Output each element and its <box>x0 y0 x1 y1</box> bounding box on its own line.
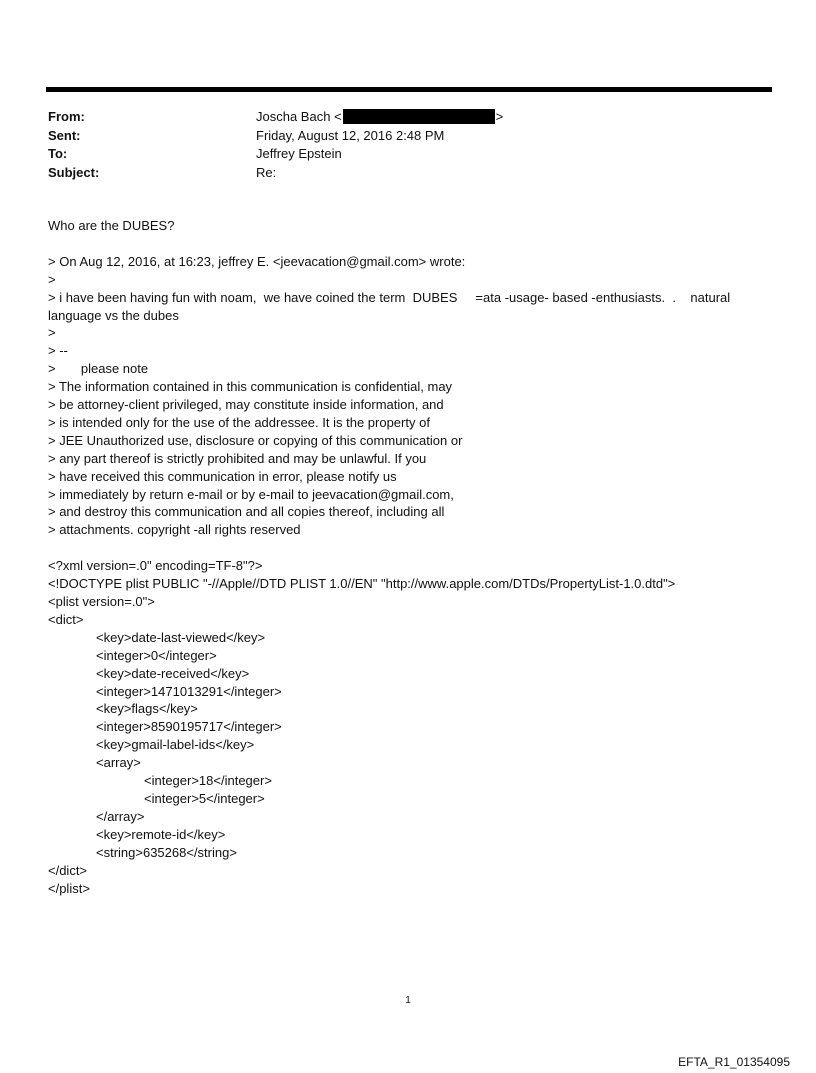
xml-line: <?xml version=.0" encoding=TF-8"?> <box>48 558 263 574</box>
quoted-line: > have received this communication in error, please notify us <box>48 468 397 484</box>
quoted-line: > is intended only for the use of the addressee. It is the property of <box>48 414 430 430</box>
xml-line: <integer>5</integer> <box>48 790 265 806</box>
from-open-bracket: < <box>334 109 342 124</box>
xml-line: <key>flags</key> <box>48 701 198 717</box>
quoted-line: > JEE Unauthorized use, disclosure or copying of this communication or <box>48 432 463 448</box>
from-name: Joscha Bach <box>256 109 331 124</box>
spacer <box>48 539 774 557</box>
spacer <box>48 235 774 253</box>
from-value <box>256 108 503 127</box>
quoted-line: > be attorney-client privileged, may constitute inside information, and <box>48 397 444 413</box>
xml-line: <key>gmail-label-ids</key> <box>48 737 255 753</box>
xml-line: <key>date-last-viewed</key> <box>48 629 266 645</box>
xml-line: </array> <box>48 808 145 824</box>
to-label: To: <box>48 146 68 161</box>
quoted-line: > immediately by return e-mail or by e-mail to jeevacation@gmail.com, <box>48 486 454 502</box>
quoted-line: > any part thereof is strictly prohibited and may be unlawful. If you <box>48 450 427 466</box>
xml-line: <integer>1471013291</integer> <box>48 683 282 699</box>
xml-line: <integer>8590195717</integer> <box>48 719 282 735</box>
from-close-bracket: > <box>495 109 504 124</box>
quoted-message <box>48 253 774 540</box>
to-value: Jeffrey Epstein <box>256 146 342 161</box>
quoted-line: > -- <box>48 343 68 359</box>
quoted-line: > and destroy this communication and all copies thereof, including all <box>48 504 445 520</box>
xml-line: <plist version=.0"> <box>48 594 155 609</box>
quoted-line: > attachments. copyright -all rights reserved <box>48 522 301 538</box>
body-question: Who are the DUBES? <box>48 218 175 233</box>
xml-line: <key>remote-id</key> <box>48 826 226 842</box>
xml-line: </plist> <box>48 880 90 896</box>
page-number: 1 <box>405 995 411 1006</box>
xml-line: </dict> <box>48 862 88 878</box>
redaction-block <box>343 109 495 124</box>
header-rule <box>46 87 772 92</box>
quoted-line: > i have been having fun with noam, we have coined the term DUBES =ata -usage- based -enthusiasts. . natural language vs the dubes <box>48 289 734 323</box>
from-label: From: <box>48 109 85 124</box>
xml-line: <string>635268</string> <box>48 844 237 860</box>
xml-line: <key>date-received</key> <box>48 665 250 681</box>
xml-line: <dict> <box>48 611 84 627</box>
quoted-line: > The information contained in this communication is confidential, may <box>48 379 453 395</box>
quoted-line: > <box>48 325 56 341</box>
sent-value: Friday, August 12, 2016 2:48 PM <box>256 127 445 143</box>
xml-line: <integer>18</integer> <box>48 773 272 789</box>
quoted-line: > please note <box>48 361 149 377</box>
sent-label: Sent: <box>48 127 81 143</box>
xml-line: <!DOCTYPE plist PUBLIC "-//Apple//DTD PLIST 1.0//EN" "http://www.apple.com/DTDs/PropertyList-1.0.dtd"> <box>48 576 676 592</box>
quoted-line: > On Aug 12, 2016, at 16:23, jeffrey E. <jeevacation@gmail.com> wrote: <box>48 253 466 269</box>
xml-block <box>48 557 774 897</box>
subject-label: Subject: <box>48 164 100 180</box>
xml-line: <integer>0</integer> <box>48 647 217 663</box>
document-id: EFTA_R1_01354095 <box>678 1055 790 1069</box>
email-body <box>48 217 774 897</box>
subject-value: Re: <box>256 164 277 180</box>
quoted-line: > <box>48 271 56 287</box>
xml-line: <array> <box>48 755 141 771</box>
